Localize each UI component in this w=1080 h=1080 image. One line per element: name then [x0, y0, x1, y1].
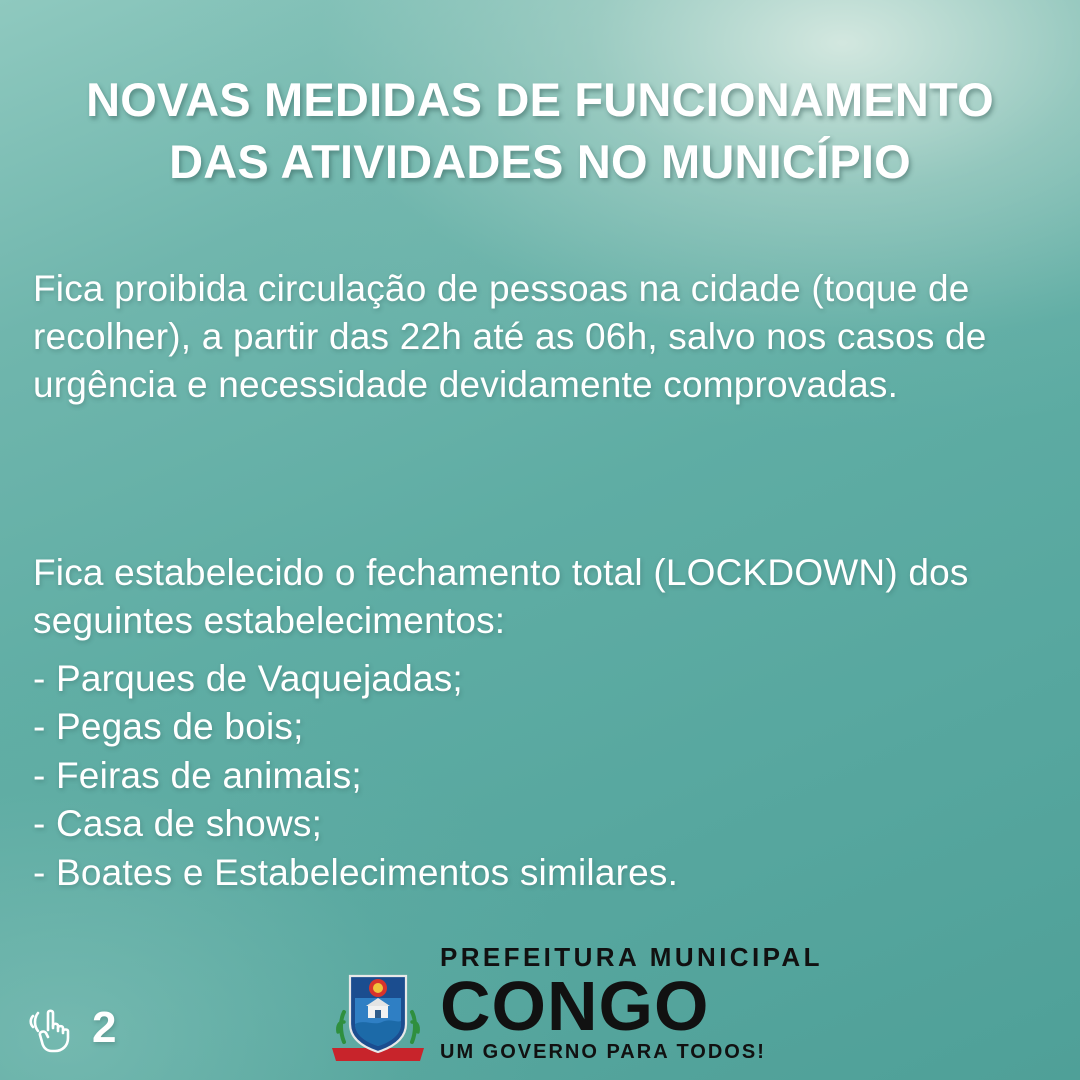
page-title [0, 69, 1080, 191]
page-number: 2 [92, 1003, 117, 1052]
headline-line-1: NOVAS MEDIDAS DE FUNCIONAMENTO [86, 73, 994, 127]
logo-sub-text: UM GOVERNO PARA TODOS! [440, 1041, 766, 1063]
page-indicator[interactable] [26, 1000, 116, 1056]
logo-top-text: PREFEITURA MUNICIPAL [440, 942, 823, 972]
logo-wordmark [440, 944, 823, 1066]
municipal-coat-of-arms-icon [330, 962, 426, 1066]
list-item: - Feiras de animais; [33, 754, 362, 796]
municipal-logo [330, 944, 823, 1066]
closed-establishments-list [33, 655, 1043, 897]
list-item: - Boates e Estabelecimentos similares. [33, 851, 679, 893]
headline-line-2: DAS ATIVIDADES NO MUNICÍPIO [169, 134, 911, 188]
list-item: - Pegas de bois; [33, 706, 304, 748]
logo-main-text: CONGO [440, 967, 710, 1045]
curfew-paragraph: Fica proibida circulação de pessoas na cidade (toque de recolher), a partir das 22h até as 06h, salvo nos casos de urgência e necessidade devidamente comprovadas. [33, 268, 987, 406]
lockdown-paragraph: Fica estabelecido o fechamento total (LOCKDOWN) dos seguintes estabelecimentos: [33, 552, 969, 642]
list-item: - Casa de shows; [33, 803, 323, 845]
swipe-hand-icon [26, 1000, 78, 1056]
list-item: - Parques de Vaquejadas; [33, 658, 463, 699]
